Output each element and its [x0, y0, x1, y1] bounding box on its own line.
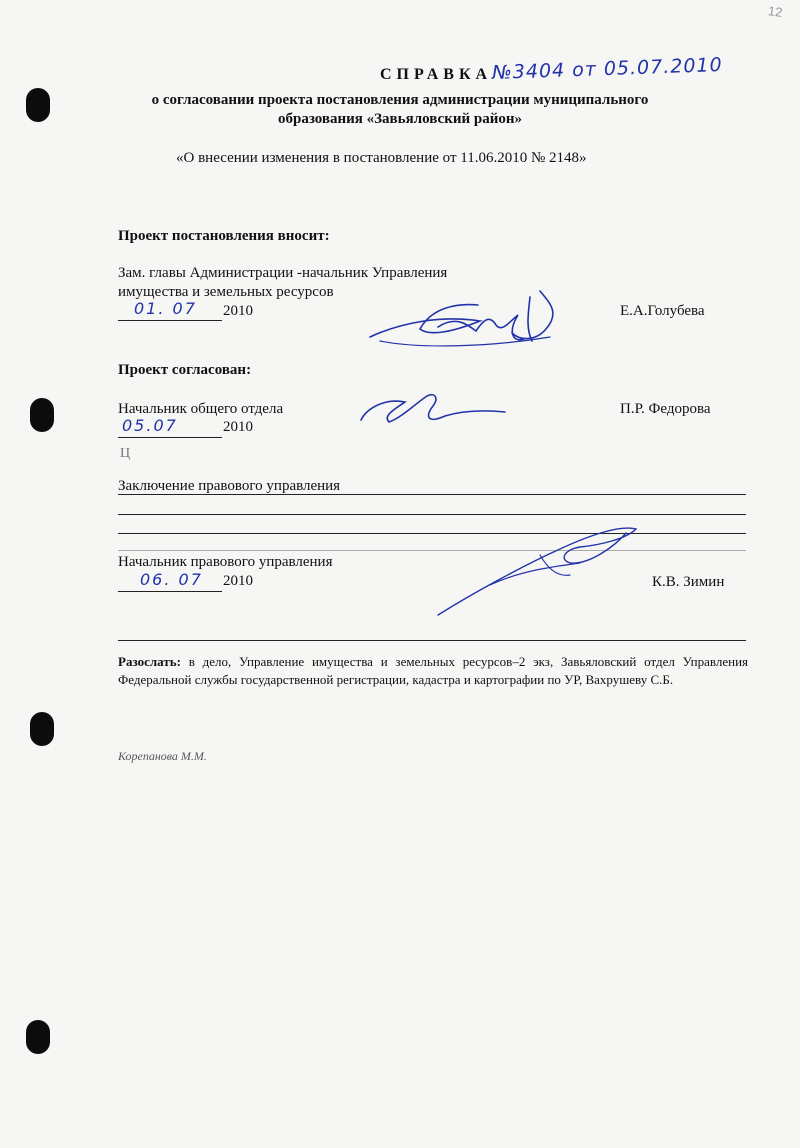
legal-heading: Заключение правового управления	[118, 478, 341, 494]
approval-position: Начальник общего отдела	[118, 401, 284, 417]
registration-number-handwritten: №3404 от 05.07.2010	[491, 53, 723, 85]
approval-year: 2010	[223, 419, 253, 435]
executor-name: Корепанова М.М.	[118, 749, 207, 763]
submitter-date-line	[118, 320, 222, 321]
punch-hole-4	[26, 1020, 50, 1054]
submitter-year: 2010	[223, 303, 253, 319]
legal-line-1	[118, 494, 746, 495]
legal-signature	[430, 515, 650, 620]
punch-hole-3	[30, 712, 54, 746]
legal-date-handwritten: 06. 07	[140, 570, 203, 589]
legal-date-line	[118, 591, 222, 592]
approval-heading: Проект согласован:	[118, 362, 252, 378]
approval-name: П.Р. Федорова	[620, 401, 711, 417]
approval-signature	[355, 380, 515, 435]
submitter-signature	[360, 285, 580, 355]
submitter-heading: Проект постановления вносит:	[118, 228, 330, 244]
submitter-name: Е.А.Голубева	[620, 303, 705, 319]
document-title: СПРАВКА	[380, 66, 493, 83]
legal-name: К.В. Зимин	[652, 574, 725, 590]
distribution-divider	[118, 640, 746, 641]
distribution-label: Разослать:	[118, 654, 181, 669]
stray-mark: Ц	[120, 446, 131, 461]
subtitle-line-2: образования «Завьяловский район»	[277, 111, 522, 127]
submitter-date-handwritten: 01. 07	[134, 299, 197, 318]
punch-hole-2	[30, 398, 54, 432]
page-number-mark: 12	[766, 3, 783, 20]
approval-date-handwritten: 05.07	[122, 416, 178, 435]
document-subject: «О внесении изменения в постановление от 11.06.2010 № 2148»	[176, 150, 587, 166]
legal-year: 2010	[223, 573, 253, 589]
legal-position: Начальник правового управления	[118, 554, 333, 570]
approval-date-line	[118, 437, 222, 438]
submitter-position-line-2: имущества и земельных ресурсов	[118, 284, 334, 300]
submitter-position-line-1: Зам. главы Администрации -начальник Управления	[118, 265, 448, 281]
subtitle-line-1: о согласовании проекта постановления администрации муниципального	[151, 92, 649, 108]
distribution-block	[118, 653, 748, 689]
distribution-text: в дело, Управление имущества и земельных ресурсов–2 экз, Завьяловский отдел Управления Федеральной службы государственной регистрации, кадастра и картографии по УР, Вахрушеву С.Б.	[118, 654, 749, 687]
